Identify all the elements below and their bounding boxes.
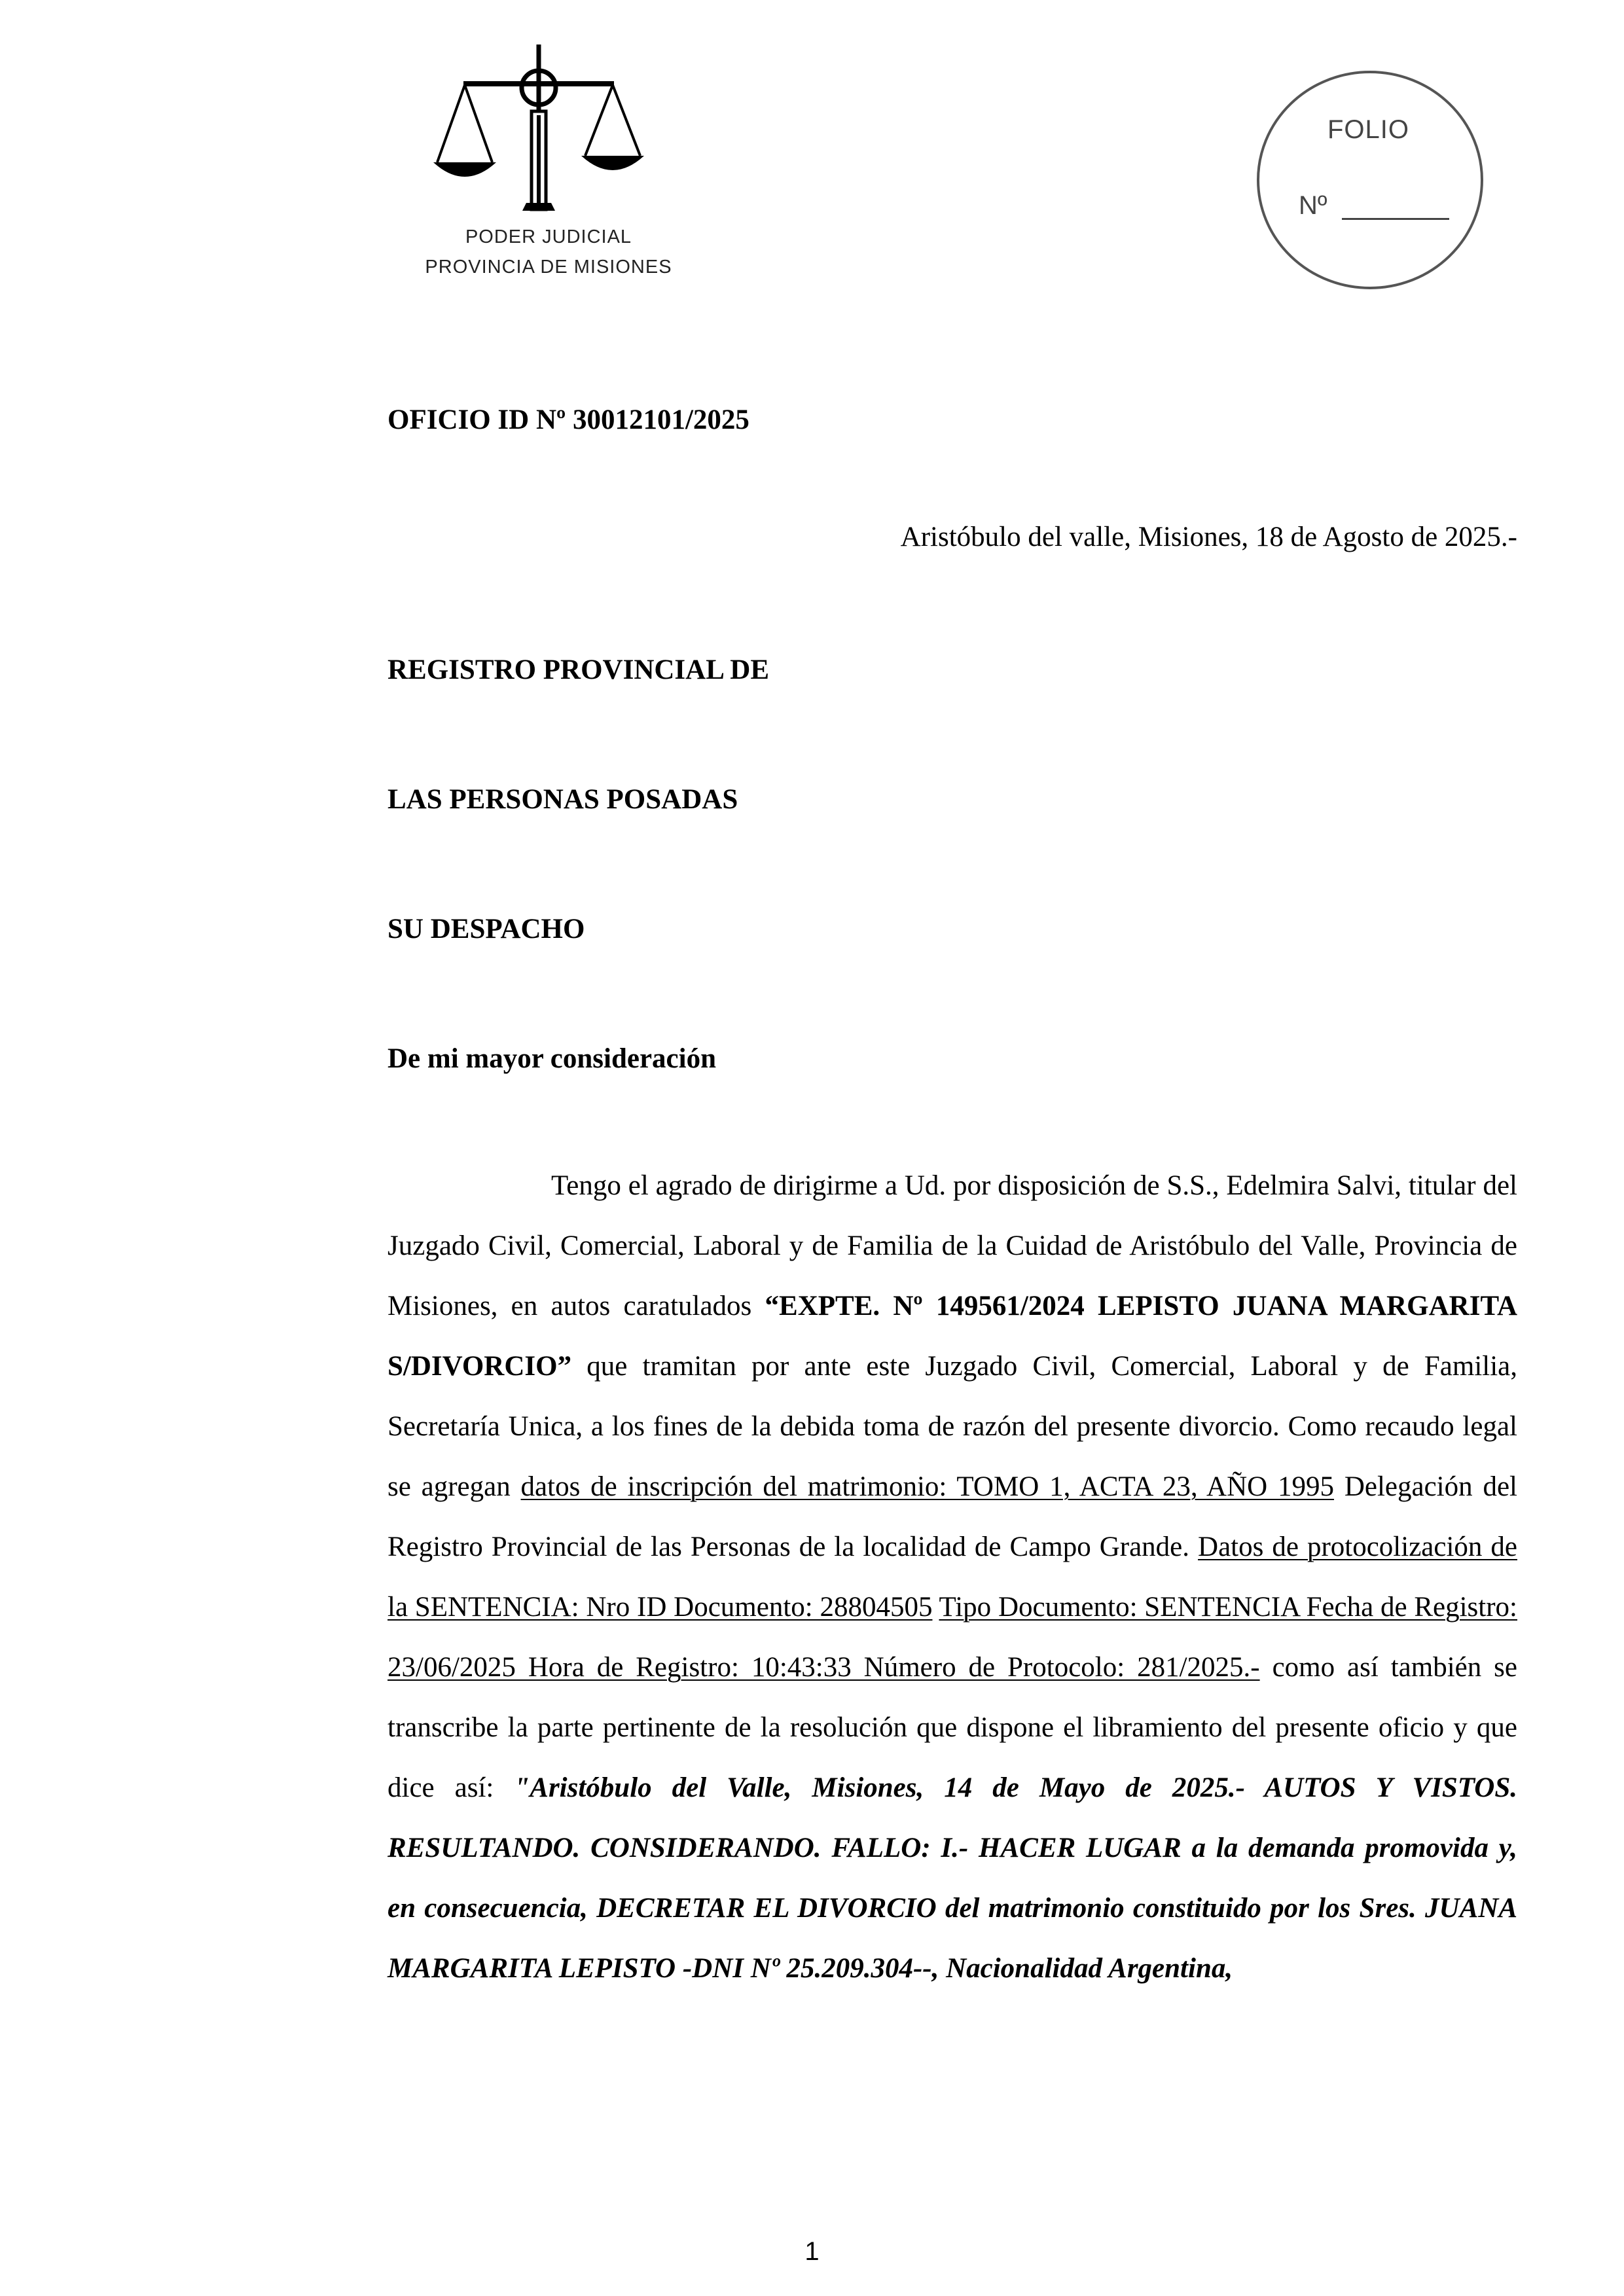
body-transcription-intro: como así también se transcribe la parte pertinente de la resolución que dispone el libramiento del presente oficio y que dice así: — [388, 1652, 1517, 1803]
oficio-id: OFICIO ID Nº 30012101/2025 — [388, 404, 749, 435]
salutation: De mi mayor consideración — [388, 1043, 716, 1074]
registry-delegation: Delegación del Registro Provincial de las Personas de la localidad de Campo Grande. — [388, 1471, 1517, 1562]
body-purpose: que tramitan por ante este Juzgado Civil, Comercial, Laboral y de Familia, Secretaría Unica, a los fines de la debida toma de razón del presente divorcio. Como recaudo legal se agregan — [388, 1351, 1518, 1502]
recipient-line-2: LAS PERSONAS POSADAS — [388, 784, 738, 815]
place-date: Aristóbulo del valle, Misiones, 18 de Agosto de 2025.- — [900, 522, 1517, 552]
folio-stamp — [1255, 69, 1485, 291]
folio-number-blank — [1342, 218, 1449, 220]
recipient-line-1: REGISTRO PROVINCIAL DE — [388, 655, 769, 685]
page-number: 1 — [804, 2237, 820, 2266]
body-intro: Tengo el agrado de dirigirme a Ud. por disposición de S.S., Edelmira Salvi, titular del Juzgado Civil, Comercial, Laboral y de Familia de la Cuidad de Aristóbulo del Valle, Provincia de Misiones, en autos caratulados — [388, 1170, 1517, 1321]
poder-judicial-logo — [411, 39, 686, 295]
marriage-registration-data: datos de inscripción del matrimonio: TOMO 1, ACTA 23, AÑO 1995 — [520, 1471, 1335, 1502]
body-paragraph — [388, 1156, 1517, 1999]
recipient-line-3: SU DESPACHO — [388, 914, 585, 944]
resolution-quote: "Aristóbulo del Valle, Misiones, 14 de Mayo de 2025.- AUTOS Y VISTOS. RESULTANDO. CONSIDERANDO. FALLO: I.- HACER LUGAR a la demanda promovida y, en consecuencia, DECRETAR EL DIVORCIO del matrimonio constituido por los Sres. JUANA MARGARITA LEPISTO -DNI Nº 25.209.304--, Nacionalidad Argentina, — [388, 1772, 1517, 1984]
folio-circle-icon — [1255, 69, 1485, 291]
sentence-protocol-data: Datos de protocolización de la SENTENCIA: Nro ID Documento: 28804505 — [388, 1532, 1517, 1623]
logo-title: PODER JUDICIAL — [465, 226, 632, 247]
scales-of-justice-icon — [411, 39, 686, 229]
folio-label: FOLIO — [1327, 115, 1410, 144]
case-title: “EXPTE. Nº 149561/2024 LEPISTO JUANA MARGARITA S/DIVORCIO” — [388, 1291, 1518, 1382]
sentence-document-details: Tipo Documento: SENTENCIA Fecha de Registro: 23/06/2025 Hora de Registro: 10:43:33 Número de Protocolo: 281/2025.- — [388, 1592, 1517, 1683]
logo-subtitle: PROVINCIA DE MISIONES — [425, 257, 672, 278]
folio-number-label: Nº — [1299, 191, 1327, 220]
